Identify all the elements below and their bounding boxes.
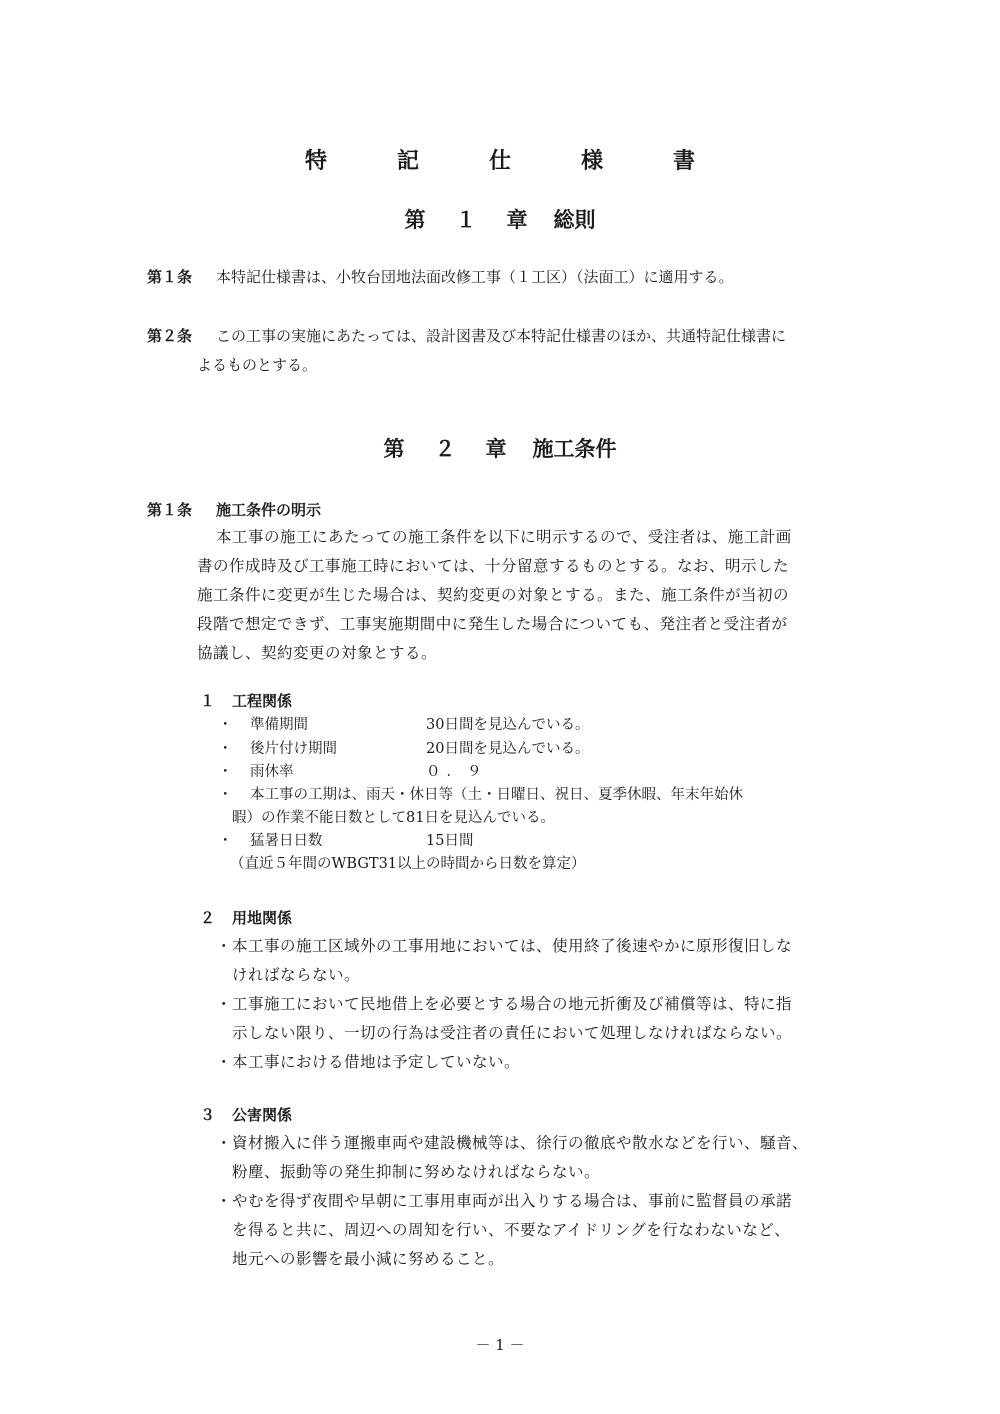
chapter-1-name: 総則	[553, 208, 596, 232]
heat-days-label: 猛暑日日数	[250, 833, 323, 849]
chapter-2-heading	[0, 433, 1000, 463]
schedule-item-value: 20日間を見込んでいる。	[426, 741, 590, 757]
work-period-line-2: 暇）の作業不能日数として81日を見込んでいる。	[232, 810, 555, 826]
chapter-1-heading	[0, 204, 1000, 234]
heat-days-value: 15日間	[426, 833, 474, 849]
pollution-item-2-line-2: を得ると共に、周辺への周知を行い、不要なアイドリングを行なわないなど、	[232, 1221, 791, 1239]
pollution-item-2-line-3: 地元への影響を最小減に努めること。	[232, 1250, 505, 1268]
document-title: 特 記 仕 様 書	[304, 149, 719, 174]
ch2-article-1-line-4: 段階で想定できず、工事実施期間中に発生した場合についても、発注者と受注者が	[197, 615, 788, 633]
ch2-article-1-label: 第１条	[147, 501, 193, 519]
ch2-article-1-line-1: 本工事の施工にあたっての施工条件を以下に明示するので、受注者は、施工計画	[216, 528, 792, 546]
page-number: － 1 －	[475, 1336, 525, 1354]
land-item-1-line-2: ければならない。	[232, 966, 361, 984]
chapter-1-sho: 章	[506, 208, 528, 232]
ch2-article-1-line-3: 施工条件に変更が生じた場合は、契約変更の対象とする。また、施工条件が当初の	[197, 586, 790, 604]
pollution-item-1-line-1: ・資材搬入に伴う運搬車両や建設機械等は、徐行の徹底や散水などを行い、騒音、	[216, 1134, 809, 1152]
section-3-title: 公害関係	[232, 1106, 293, 1124]
chapter-2-name: 施工条件	[532, 437, 617, 461]
schedule-bullet: ・	[218, 764, 233, 780]
land-item-2-line-1: ・工事施工において民地借上を必要とする場合の地元折衝及び補償等は、特に指	[216, 995, 793, 1013]
ch2-article-1-line-2: 書の作成時及び工事施工時においては、十分留意するものとする。なお、明示した	[197, 557, 790, 575]
ch2-article-1-heading: 施工条件の明示	[216, 501, 322, 519]
land-item-1-line-1: ・本工事の施工区域外の工事用地においては、使用終了後速やかに原形復旧しな	[216, 937, 793, 955]
section-3-number: ３	[200, 1106, 216, 1124]
heat-days-note: （直近５年間のWBGT31以上の時間から日数を算定）	[230, 856, 586, 872]
chapter-2-number: ２	[434, 437, 456, 461]
chapter-1-number: １	[455, 208, 477, 232]
schedule-bullet: ・	[218, 717, 233, 733]
chapter-2-sho: 章	[485, 437, 507, 461]
schedule-item-value: ０．９	[426, 764, 488, 780]
schedule-bullet: ・	[218, 833, 233, 849]
section-2-number: ２	[200, 909, 216, 927]
land-item-3-line-1: ・本工事における借地は予定していない。	[216, 1053, 521, 1071]
ch1-article-1-label: 第１条	[147, 268, 193, 286]
ch1-article-2-label: 第２条	[147, 327, 193, 345]
work-period-line-1: 本工事の工期は、雨天・休日等（土・日曜日、祝日、夏季休暇、年末年始休	[250, 787, 743, 803]
schedule-item-label: 後片付け期間	[250, 741, 337, 757]
land-item-2-line-2: 示しない限り、一切の行為は受注者の責任において処理しなければならない。	[232, 1024, 793, 1042]
ch1-article-2-line-2: よるものとする。	[197, 356, 318, 374]
schedule-item-label: 雨休率	[250, 764, 294, 780]
schedule-bullet: ・	[218, 741, 233, 757]
ch1-article-1-text: 本特記仕様書は、小牧台団地法面改修工事（１工区）（法面工）に適用する。	[216, 268, 734, 286]
chapter-1-dai: 第	[404, 208, 426, 232]
pollution-item-2-line-1: ・やむを得ず夜間や早朝に工事用車両が出入りする場合は、事前に監督員の承諾	[216, 1192, 793, 1210]
ch2-article-1-line-5: 協議し、契約変更の対象とする。	[197, 644, 438, 662]
schedule-bullet: ・	[218, 787, 233, 803]
chapter-2-dai: 第	[383, 437, 405, 461]
schedule-item-value: 30日間を見込んでいる。	[426, 717, 590, 733]
section-1-number: １	[200, 692, 216, 710]
schedule-item-label: 準備期間	[250, 717, 308, 733]
section-2-title: 用地関係	[232, 909, 293, 927]
pollution-item-1-line-2: 粉塵、振動等の発生抑制に努めなければならない。	[232, 1163, 601, 1181]
section-1-title: 工程関係	[232, 692, 293, 710]
ch1-article-2-line-1: この工事の実施にあたっては、設計図書及び本特記仕様書のほか、共通特記仕様書に	[216, 327, 787, 345]
